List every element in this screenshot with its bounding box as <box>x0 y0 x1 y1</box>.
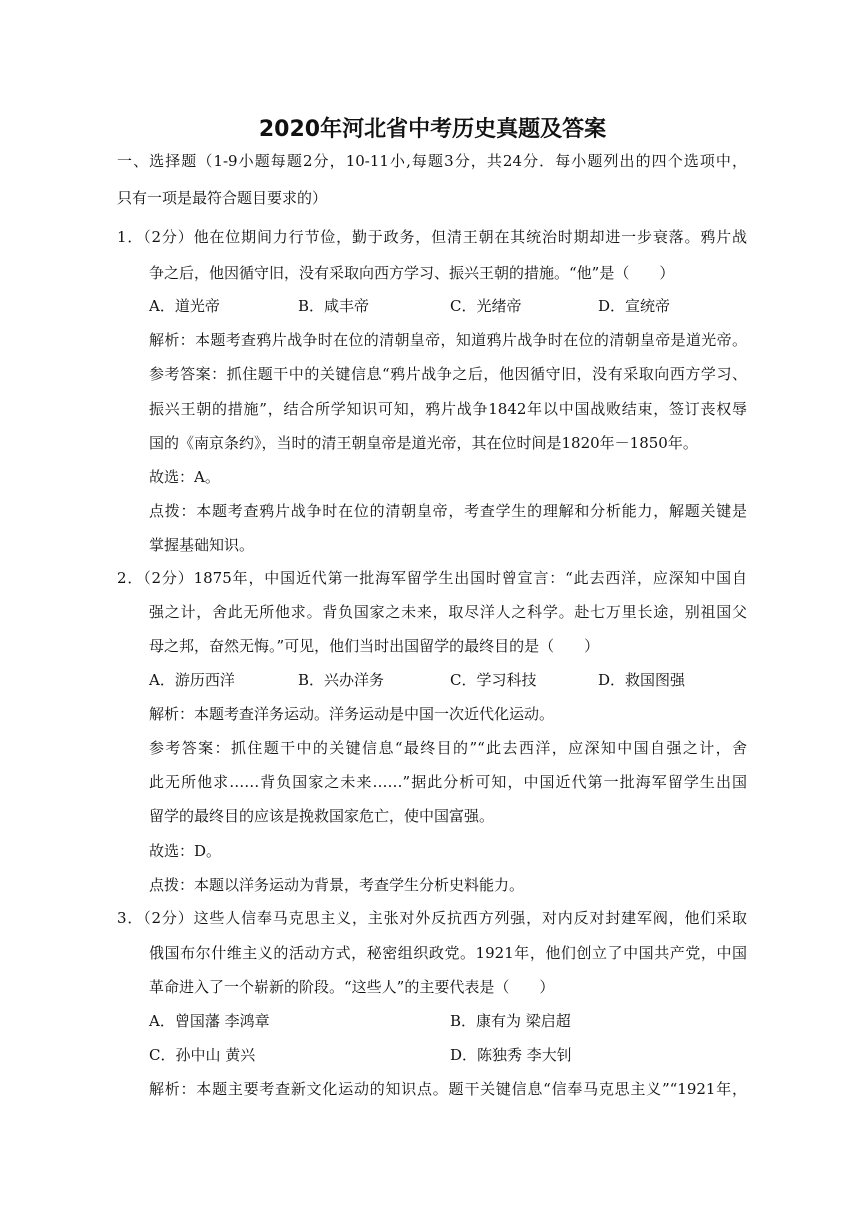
question-stem-line: 强之计，舍此无所他求。背负国家之未来，取尽洋人之科学。赴七万里长途，别祖国父 <box>149 603 747 621</box>
question-stem-line: 争之后，他因循守旧，没有采取向西方学习、振兴王朝的措施。“他”是（ ） <box>149 264 675 282</box>
section-header-line: 只有一项是最符合题目要求的） <box>117 189 328 207</box>
question-stem-line: 3．（2分）这些人信奉马克思主义，主张对外反抗西方列强，对内反对封建军阀，他们采取 <box>117 909 747 927</box>
option-c: C．学习科技 <box>450 671 537 689</box>
option-a: A．曾国藩 李鸿章 <box>149 1012 270 1030</box>
option-c: C．光绪帝 <box>450 297 522 315</box>
option-d: D．宣统帝 <box>598 297 671 315</box>
answer-choice: 故选：D。 <box>149 842 222 860</box>
question-stem-line: 俄国布尔什维主义的活动方式，秘密组织政党。1921年，他们创立了中国共产党，中国 <box>149 944 747 962</box>
option-b: B．咸丰帝 <box>298 297 370 315</box>
analysis-line: 解析：本题考查鸦片战争时在位的清朝皇帝，知道鸦片战争时在位的清朝皇帝是道光帝。 <box>149 331 747 349</box>
option-d: D．救国图强 <box>598 671 686 689</box>
option-d: D．陈独秀 李大钊 <box>450 1046 572 1064</box>
question-stem-line: 1．（2分）他在位期间力行节俭，勤于政务，但清王朝在其统治时期却进一步衰落。鸦片战 <box>117 228 747 246</box>
option-a: A．游历西洋 <box>149 671 235 689</box>
reference-answer-line: 参考答案：抓住题干中的关键信息“鸦片战争之后，他因循守旧，没有采取向西方学习、 <box>149 365 747 383</box>
analysis-line: 解析：本题考查洋务运动。洋务运动是中国一次近代化运动。 <box>149 705 555 723</box>
option-b: B．兴办洋务 <box>298 671 385 689</box>
analysis-line: 解析：本题主要考查新文化运动的知识点。题干关键信息“信奉马克思主义”“1921年， <box>149 1080 747 1098</box>
tip-line: 点拨：本题以洋务运动为背景，考查学生分析史料能力。 <box>149 876 525 894</box>
page-title: 2020年河北省中考历史真题及答案 <box>258 117 607 142</box>
option-b: B．康有为 梁启超 <box>450 1012 571 1030</box>
reference-answer-line: 留学的最终目的应该是挽救国家危亡，使中国富强。 <box>149 807 495 825</box>
option-c: C．孙中山 黄兴 <box>149 1046 256 1064</box>
reference-answer-line: 此无所他求……背负国家之未来……”据此分析可知，中国近代第一批海军留学生出国 <box>149 773 747 791</box>
tip-line: 点拨：本题考查鸦片战争时在位的清朝皇帝，考查学生的理解和分析能力，解题关键是 <box>149 502 747 520</box>
option-a: A．道光帝 <box>149 297 220 315</box>
answer-choice: 故选：A。 <box>149 468 220 486</box>
reference-answer-line: 国的《南京条约》，当时的清王朝皇帝是道光帝，其在位时间是1820年－1850年。 <box>149 434 698 452</box>
question-stem-line: 母之邦，奋然无悔。”可见，他们当时出国留学的最终目的是（ ） <box>149 637 600 655</box>
reference-answer-line: 振兴王朝的措施”，结合所学知识可知，鸦片战争1842年以中国战败结束，签订丧权辱 <box>149 400 747 418</box>
question-stem-line: 2．（2分）1875年，中国近代第一批海军留学生出国时曾宣言：“此去西洋，应深知中国自 <box>117 569 747 587</box>
tip-line: 掌握基础知识。 <box>149 536 255 554</box>
reference-answer-line: 参考答案：抓住题干中的关键信息“最终目的”“此去西洋，应深知中国自强之计，舍 <box>149 739 747 757</box>
question-stem-line: 革命进入了一个崭新的阶段。“这些人”的主要代表是（ ） <box>149 978 555 996</box>
section-header-line: 一、选择题（1-9小题每题2分，10-11小,每题3分，共24分．每小题列出的四个选项中， <box>117 152 747 170</box>
